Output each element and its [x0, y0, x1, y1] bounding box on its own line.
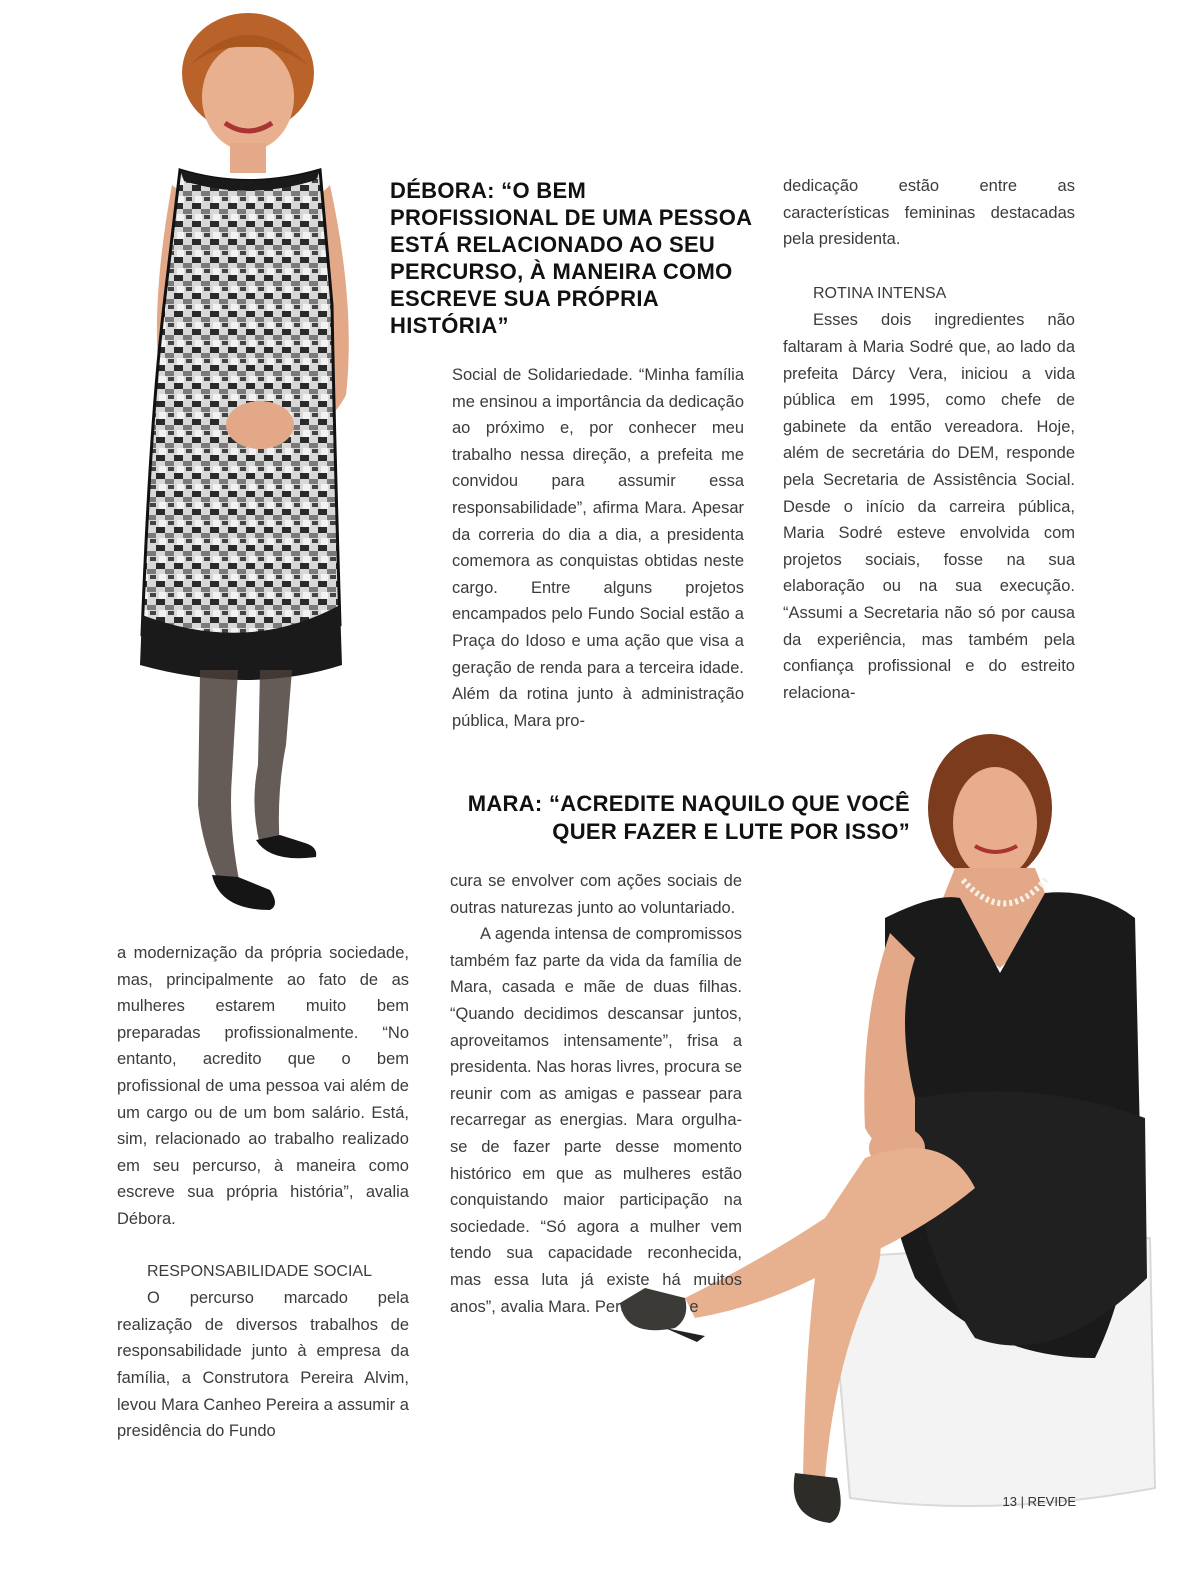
headline-mara: MARA: “ACREDITE NAQUILO QUE VOCÊ QUER FAZER E LUTE POR ISSO” [467, 791, 910, 844]
paragraph: A agenda intensa de compromissos também faz parte da vida da família de Mara, casada e mãe de duas filhas. “Quando decidimos descansar juntos, aproveitamos intensamente”, frisa a presidenta. Nas horas livres, procura se reunir com as amigas e passear para recarregar as energias. Mara orgulha-se de fazer parte desse momento histórico em que as mulheres estão conquistando maior participação na sociedade. “Só agora a mulher vem tendo sua capacidade reconhecida, mas essa luta já existe há muitos anos”, avalia Mara. Persistência e [450, 925, 742, 1316]
section-subhead: ROTINA INTENSA [813, 284, 947, 302]
footer-separator: | [1020, 1494, 1024, 1509]
page-number: 13 [1002, 1494, 1017, 1509]
page-footer [1002, 1494, 1076, 1509]
headline-debora: DÉBORA: “O BEM PROFISSIONAL DE UMA PESSOA ESTÁ RELACIONADO AO SEU PERCURSO, À MANEIRA COMO ESCREVE SUA PRÓPRIA HISTÓRIA” [390, 178, 752, 338]
paragraph: Esses dois ingredientes não faltaram à Maria Sodré que, ao lado da prefeita Dárcy Vera, iniciou a vida pública em 1995, como chefe de gabinete da então vereadora. Hoje, além de secretária do DEM, responde pela Secretaria de Assistência Social. Desde o início da carreira pública, Maria Sodré esteve envolvida com projetos sociais, fosse na sua elaboração ou na sua execução. “Assumi a Secretaria não só por causa da experiência, mas também pela confiança profissional e do estreito relaciona- [783, 311, 1075, 702]
article-column-3 [117, 940, 409, 1445]
article-column-1 [452, 362, 744, 734]
paragraph: O percurso marcado pela realização de diversos trabalhos de responsabilidade junto à empresa da família, a Construtora Pereira Alvim, levou Mara Canheo Pereira a assumir a presidência do Fundo [117, 1289, 409, 1441]
paragraph: Social de Solidariedade. “Minha família me ensinou a importância da dedicação ao próximo e, por conhecer meu trabalho nessa direção, a prefeita me convidou para assumir essa responsabilidade”, afirma Mara. Apesar da correria do dia a dia, a presidenta comemora as conquistas obtidas neste cargo. Entre alguns projetos encampados pelo Fundo Social estão a Praça do Idoso e uma ação que visa a geração de renda para a terceira idade. Além da rotina junto à administração pública, Mara pro- [452, 366, 744, 730]
paragraph: cura se envolver com ações sociais de outras naturezas junto ao voluntariado. [450, 872, 742, 917]
article-column-4 [450, 868, 742, 1320]
paragraph: a modernização da própria sociedade, mas, principalmente ao fato de as mulheres estarem muito bem preparadas profissionalmente. “No entanto, acredito que o bem profissional de uma pessoa vai além de um cargo ou de um bom salário. Está, sim, relacionado ao trabalho realizado em seu percurso, à maneira como escreve sua própria história”, avalia Débora. [117, 944, 409, 1228]
photo-debora [120, 5, 390, 920]
paragraph: dedicação estão entre as características femininas destacadas pela presidenta. [783, 177, 1075, 249]
magazine-name: REVIDE [1027, 1494, 1076, 1509]
section-subhead: RESPONSABILIDADE SOCIAL [147, 1262, 372, 1280]
article-column-2 [783, 173, 1075, 706]
